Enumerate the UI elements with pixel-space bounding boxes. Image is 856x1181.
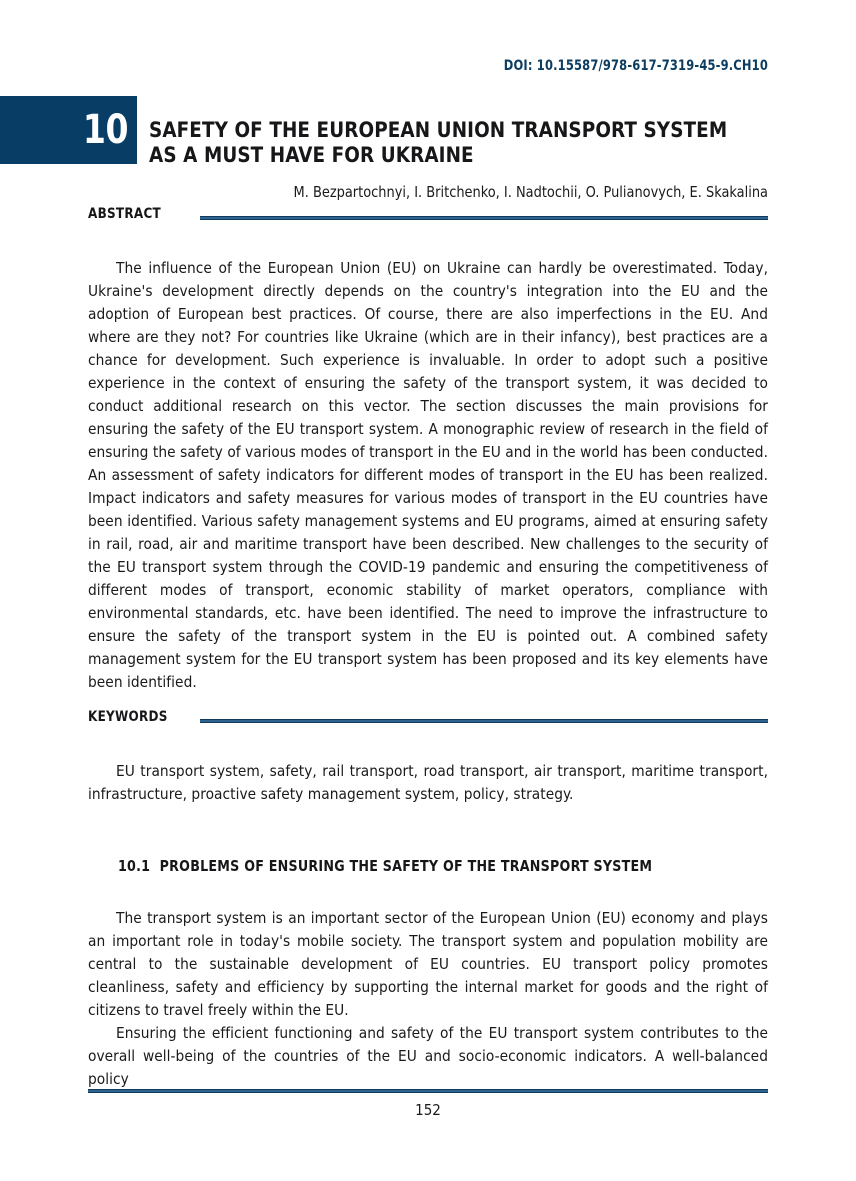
chapter-title-line-1: SAFETY OF THE EUROPEAN UNION TRANSPORT SYSTEM [149,118,728,144]
keywords-label-row [88,709,768,729]
page-number: 152 [415,1101,441,1119]
authors-list: M. Bezpartochnyi, I. Britchenko, I. Nadtochii, O. Pulianovych, E. Skakalina [293,183,768,201]
section-heading [118,857,738,875]
keywords-rule [200,719,768,723]
chapter-number: 10 [82,107,128,153]
page-title [149,118,748,168]
keywords-body [88,760,768,806]
doi-text: DOI: 10.15587/978-617-7319-45-9.CH10 [503,58,768,74]
abstract-body [88,257,768,694]
keywords-paragraph: EU transport system, safety, rail transport, road transport, air transport, maritime transport, infrastructure, proactive safety management system, policy, strategy. [88,762,768,803]
abstract-rule [200,216,768,220]
abstract-label: ABSTRACT [88,206,162,222]
section-paragraph-2: Ensuring the efficient functioning and safety of the EU transport system contributes to the overall well-being of the countries of the EU and socio-economic indicators. A well-balanced policy [88,1024,768,1088]
section-number: 10.1 [118,857,151,875]
footer-rule [88,1089,768,1093]
abstract-label-row [88,206,768,226]
chapter-title-line-2: AS A MUST HAVE FOR UKRAINE [149,143,474,169]
abstract-paragraph: The influence of the European Union (EU) on Ukraine can hardly be overestimated. Today, Ukraine's development directly depends on the country's integration into the EU and the adoption of European best practices. Of course, there are also imperfections in the EU. And where are they not? For countries like Ukraine (which are in their infancy), best practices are a chance for development. Such experience is invaluable. In order to adopt such a positive experience in the context of ensuring the safety of the transport system, it was decided to conduct additional research on this vector. The section discusses the main provisions for ensuring the safety of the EU transport system. A monographic review of research in the field of ensuring the safety of various modes of transport in the EU and in the world has been conducted. An assessment of safety indicators for different modes of transport in the EU has been realized. Impact indicators and safety measures for various modes of transport in the EU countries have been identified. Various safety management systems and EU programs, aimed at ensuring safety in rail, road, air and maritime transport have been described. New challenges to the security of the EU transport system through the COVID-19 pandemic and ensuring the competitiveness of different modes of transport, economic stability of market operators, compliance with environmental standards, etc. have been identified. The need to improve the infrastructure to ensure the safety of the transport system in the EU is pointed out. A combined safety management system for the EU transport system has been proposed and its key elements have been identified. [88,259,768,691]
section-paragraph-1: The transport system is an important sector of the European Union (EU) economy and plays an important role in today's mobile society. The transport system and population mobility are central to the sustainable development of EU countries. EU transport policy promotes cleanliness, safety and efficiency by supporting the internal market for goods and the right of citizens to travel freely within the EU. [88,909,768,1019]
section-title: PROBLEMS OF ENSURING THE SAFETY OF THE TRANSPORT SYSTEM [159,857,653,875]
chapter-number-box [0,96,137,164]
section-body [88,907,768,1091]
keywords-label: KEYWORDS [88,709,168,725]
